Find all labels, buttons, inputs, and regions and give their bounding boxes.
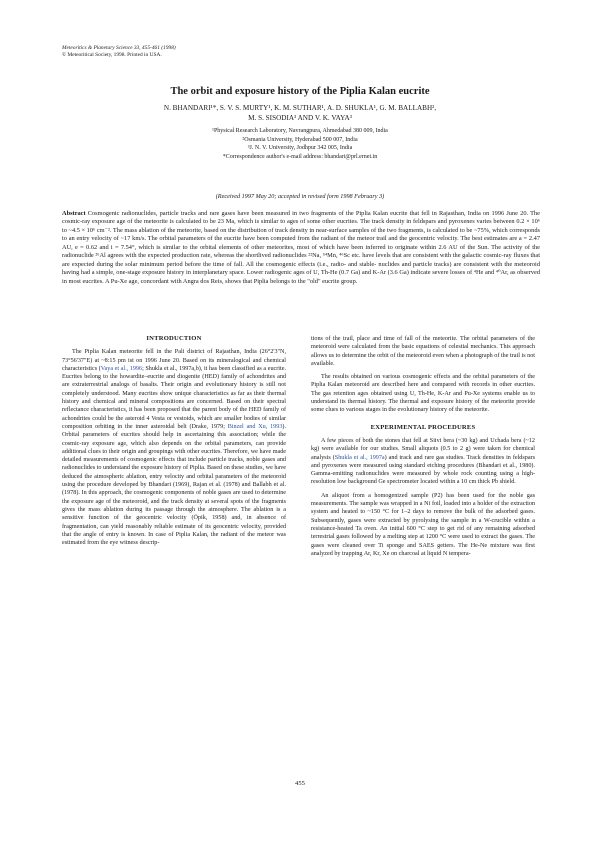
left-column <box>62 335 286 547</box>
abstract <box>62 210 540 286</box>
body-paragraph: The Piplia Kalan meteorite fell in the Pali district of Rajasthan, India (26°2'3"N, 73°56'37"E) at ~8:15 pm ist on 1996 June 20. Based on its mineralogical and chemical characteristics (Vaya et al., 1996; Shukla et al., 1997a,b), it has been classified as a eucrite. Eucrites belong to the howardite–eucrite and diogenite (HED) family of achondrites and are extraterrestrial analogs of basalts. Their origin and evolutionary history is still not completely understood. Many eucrites show unique characteristics as far as their thermal history and chemical and mineral compositions are concerned. Based on their spectral reflectance characteristics, it has been proposed that the parent body of the HED family of achondrites could be the asteroid 4 Vesta or vestoids, which are smaller bodies of similar composition orbiting in the inner asteroidal belt (Drake, 1979; Binzel and Xu, 1993). Orbital parameters of eucrites should help in ascertaining this association; while the cosmic-ray exposure age, which also depends on the orbital parameters, can provide additional clues to their origin and groupings with other eucrites. Therefore, we have made detailed measurements of cosmogenic effects that include particle tracks, noble gases and radionuclides to understand the exposure history of Piplia. Based on these studies, we have deduced the atmospheric ablation, entry velocity and orbital parameters of the meteoroid using the procedure developed by Bhandari (1969), Rajan et al. (1978) and Ballabh et al. (1978). In this approach, the cosmogenic components of noble gases are used to determine the exposure age of the meteoroid, and the track density at several spots of the fragments gives the mass ablation during its passage through the atmosphere. The ablation is a sensitive function of the geocentric velocity (Öpik, 1958) and, in absence of fragmentation, can yield reasonably reliable estimate of its geocentric velocity, provided that the angle of entry is known. In case of Piplia Kalan, the radiant of the meteor was estimated from the eye witness descrip- <box>62 349 286 547</box>
section-heading-experimental: EXPERIMENTAL PROCEDURES <box>370 423 476 431</box>
section-heading-introduction: INTRODUCTION <box>146 335 202 342</box>
journal-header <box>62 45 176 59</box>
abstract-text: Cosmogenic radionuclides, particle tracks and rare gases have been measured in two fragments of the Piplia Kalan eucrite that fell in Rajasthan, India on 1996 June 20. The cosmic-ray exposure age of the meteorite is calculated to be 23 Ma, which is similar to ages of some other eucrites. The track density in feldspars and pyroxenes varies between 0.2 × 10⁶ to ~4.5 × 10⁶ cm⁻². The mass ablation of the meteorite, based on the distribution of track density in near-surface samples of the two fragments, is calculated to be ~75%, which corresponds to an entry velocity of ~17 km/s. The orbital parameters of the eucrite have been computed from the radiant of the meteor trail and the geocentric velocity. The best estimates are a = 2.47 AU, e = 0.62 and i = 7.54°, which is similar to the orbital elements of other meteorites, most of which have been inferred to originate within 2.6 AU of the Sun. The activity of the radionuclide ²⁶Al agrees with the expected production rate, whereas the shortlived radionuclides ²²Na, ⁵⁴Mn, ⁴⁶Sc etc. have levels that are consistent with the galactic cosmic-ray fluxes that are expected during the solar minimum period before the time of fall. All the cosmogenic effects (i.e., radio- and stable- nuclides and particle tracks) are consistent with the meteoroid having had a simple, one-stage exposure history in interplanetary space. Lower radiogenic ages of U, Th-He (0.7 Ga) and K-Ar (3.6 Ga) indicate severe losses of ⁴He and ⁴⁰Ar, as observed in most eucrites. A Pu-Xe age, concordant with Angra dos Reis, shows that Piplia belongs to the "old" eucrite group. <box>62 210 540 285</box>
author-list <box>60 103 540 123</box>
affiliation: ²Osmania University, Hyderabad 500 007, India <box>242 136 358 143</box>
paper-title: The orbit and exposure history of the Piplia Kalan eucrite <box>170 86 430 97</box>
body-paragraph: tions of the trail, place and time of fall of the meteorite. The orbital parameters of the meteoroid were calculated from the basic equations of celestial mechanics. This approach allows us to determine the orbit of the meteoroid even when a photograph of the trail is not available. <box>311 336 535 367</box>
citation-link[interactable]: Vaya et al., 1996 <box>100 365 143 372</box>
citation-link[interactable]: Shukla et al., 1997a <box>334 454 385 461</box>
author-line: N. BHANDARI¹*, S. V. S. MURTY¹, K. M. SUTHAR¹, A. D. SHUKLA¹, G. M. BALLABH², <box>163 104 437 112</box>
affiliation: ¹Physical Research Laboratory, Navrangpura, Ahmedabad 380 009, India <box>212 128 388 134</box>
received-dates: (Received 1997 May 20; accepted in revised form 1998 February 3) <box>215 193 385 200</box>
body-paragraph: A few pieces of both the stones that fell at Siivi bera (~30 kg) and Uchada bera (~12 kg) were available for our studies. Small aliquots (0.5 to 2 g) were taken for chemical analysis (Shukla et al., 1997a) and track and rare gas studies. Track densities in feldspars and pyroxenes were measured using standard etching procedures (Bhandari et al., 1980). Gamma-emitting radionuclides were measured by whole rock counting using a high-resolution low background Ge spectrometer located within a 10 cm thick Pb shield. <box>311 437 535 486</box>
correspondence-email: *Correspondence author's e-mail address: bhandari@prl.ernet.in <box>222 153 378 160</box>
affiliation: ³J. N. V. University, Jodhpur 342 005, India <box>247 145 353 152</box>
body-paragraph: The results obtained on various cosmogenic effects and the orbital parameters of the Piplia Kalan meteoroid are described here and compared with records in other eucrites. The gas retention ages obtained using U, Th-He, K-Ar and Pu-Xe systems enable us to understand its thermal history. The thermal and exposure history of the meteorite provide some clues to various stages in the evolutionary history of the meteorite. <box>311 374 535 414</box>
citation-link[interactable]: Binzel and Xu, 1993 <box>227 423 283 430</box>
page-number: 455 <box>295 780 305 787</box>
affiliations <box>60 127 540 161</box>
author-line: M. S. SISODIA³ AND V. K. VAYA³ <box>248 114 352 122</box>
body-paragraph: An aliquot from a homogenized sample (P2) has been used for the noble gas measurements. The sample was wrapped in a Ni foil, loaded into a holder of the extraction system and heated to ~150 °C for 1–2 days to remove the bulk of the adsorbed gases. Subsequently, gases were extracted by pyrolysing the sample in a W-crucible within a resistance-heated Ta oven. An initial 600 °C step to get rid of any remaining adsorbed terrestrial gases followed by a melting step at 1200 °C were used to extract the gases. The gases were cleaned over Ti sponge and SAES getters. The He-Ne mixture was first analyzed by trapping Ar, Kr, Xe on charcoal at liquid N tempera- <box>311 492 535 557</box>
right-column <box>311 335 535 558</box>
journal-citation: Meteoritics & Planetary Science 33, 455-461 (1998) <box>62 45 176 51</box>
abstract-label: Abstract <box>62 210 86 217</box>
copyright-line: © Meteoritical Society, 1998. Printed in USA. <box>62 52 162 58</box>
